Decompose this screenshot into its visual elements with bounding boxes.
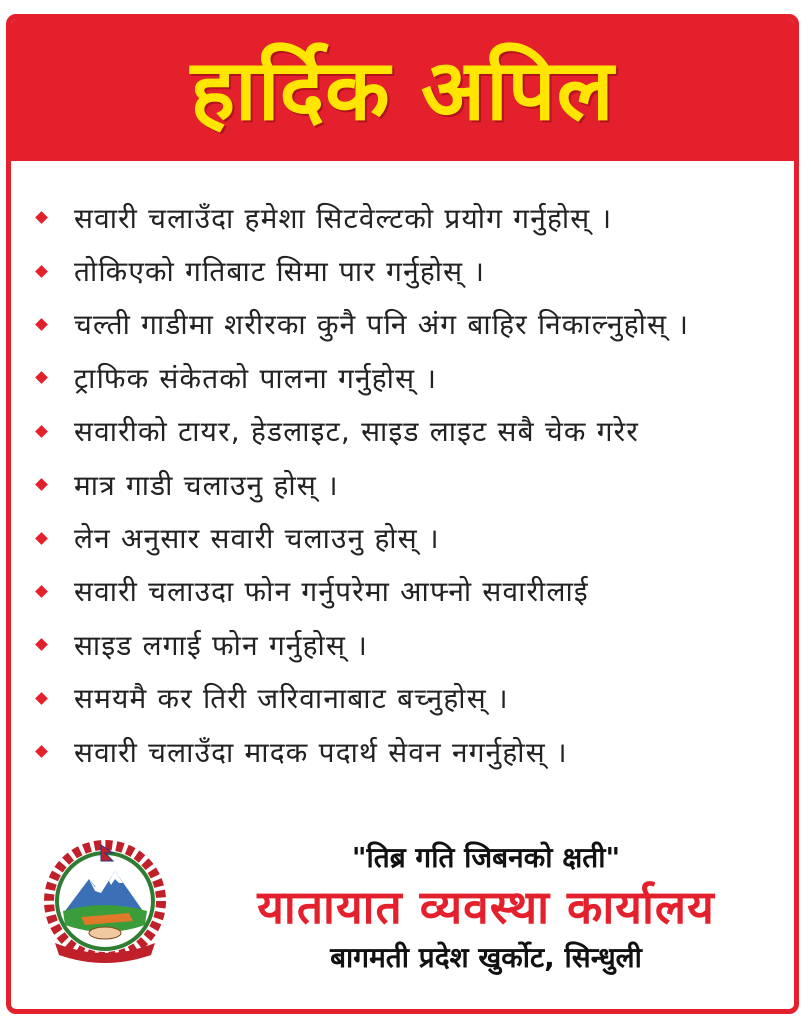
list-item-text: ट्राफिक संकेतको पालना गर्नुहोस् ।: [74, 361, 438, 395]
diamond-bullet-icon: [35, 532, 48, 545]
diamond-bullet-icon: [35, 211, 48, 224]
list-item: [37, 298, 797, 351]
list-item-text: सवारीको टायर, हेडलाइट, साइड लाइट सबै चेक गरेर: [74, 415, 639, 449]
list-item: [37, 405, 797, 458]
list-item-text: मात्र गाडी चलाउनु होस् ।: [74, 468, 339, 502]
list-item: [37, 244, 797, 297]
list-item: [37, 725, 797, 778]
nepal-emblem-icon: [37, 839, 173, 969]
office-name: यातायात व्यवस्था कार्यालय: [257, 880, 715, 934]
list-item-text: तोकिएको गतिबाट सिमा पार गर्नुहोस् ।: [74, 255, 486, 289]
diamond-bullet-icon: [35, 745, 48, 758]
list-item-text: चल्ती गाडीमा शरीरका कुनै पनि अंग बाहिर निकाल्नुहोस् ।: [74, 308, 690, 342]
poster-frame: [6, 14, 799, 1014]
list-item-text: साइड लगाई फोन गर्नुहोस् ।: [74, 628, 369, 662]
diamond-bullet-icon: [35, 265, 48, 278]
list-item-text: सवारी चलाउँदा हमेशा सिटवेल्टको प्रयोग गर्नुहोस् ।: [74, 201, 613, 235]
list-item-text: समयमै कर तिरी जरिवानाबाट बच्नुहोस् ।: [74, 682, 509, 716]
list-item: [37, 191, 797, 244]
diamond-bullet-icon: [35, 692, 48, 705]
list-item-text: लेन अनुसार सवारी चलाउनु होस् ।: [74, 522, 440, 556]
list-item: [37, 351, 797, 404]
diamond-bullet-icon: [35, 371, 48, 384]
diamond-bullet-icon: [35, 318, 48, 331]
diamond-bullet-icon: [35, 638, 48, 651]
list-item-text: सवारी चलाउँदा मादक पदार्थ सेवन नगर्नुहोस् ।: [74, 735, 568, 769]
list-item: [37, 618, 797, 671]
footer-block: [191, 834, 781, 980]
slogan-text: "तिब्र गति जिबनको क्षती": [351, 841, 621, 874]
diamond-bullet-icon: [35, 585, 48, 598]
title-banner: [11, 19, 794, 161]
list-item: [37, 511, 797, 564]
office-address: बागमती प्रदेश खुर्कोट, सिन्धुली: [330, 941, 642, 974]
list-item: [37, 458, 797, 511]
diamond-bullet-icon: [35, 478, 48, 491]
poster-title: हार्दिक अपिल: [190, 41, 615, 139]
list-item-text: सवारी चलाउदा फोन गर्नुपरेमा आफ्नो सवारीलाई: [74, 575, 589, 609]
appeal-list: [37, 191, 797, 778]
list-item: [37, 565, 797, 618]
list-item: [37, 672, 797, 725]
diamond-bullet-icon: [35, 425, 48, 438]
